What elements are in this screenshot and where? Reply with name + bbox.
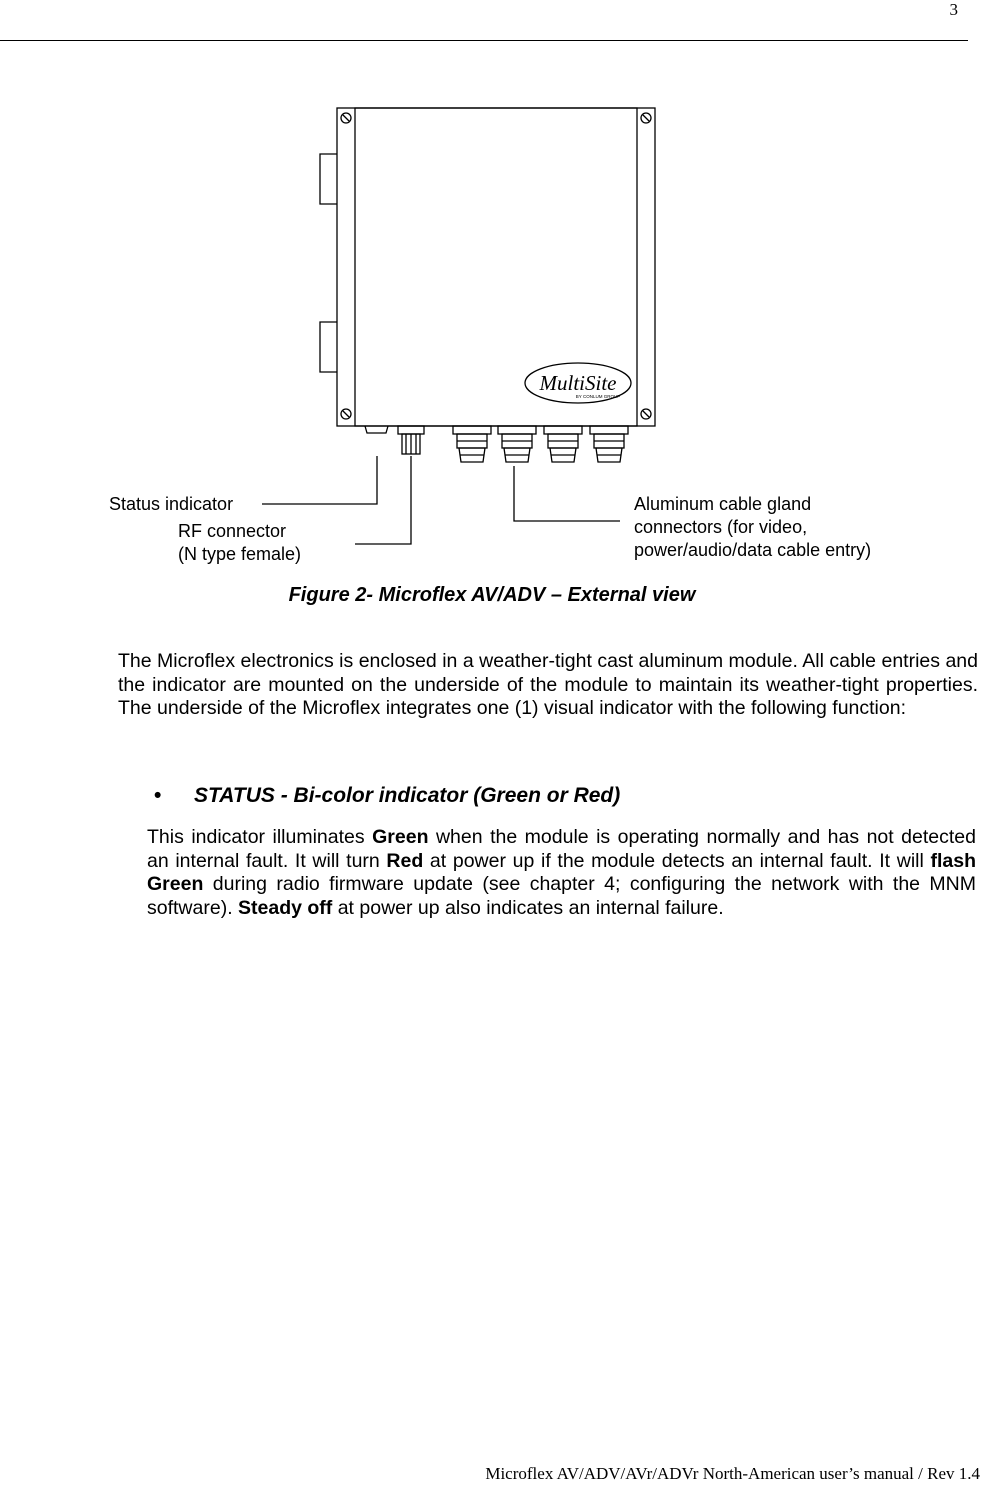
header-rule bbox=[0, 40, 968, 41]
figure-external-view bbox=[0, 100, 984, 580]
emphasis-flash-green: flash Green bbox=[147, 849, 976, 895]
footer-text: Microflex AV/ADV/AVr/ADVr North-American user’s manual / Rev 1.4 bbox=[485, 1464, 980, 1483]
cable-gland-icon bbox=[544, 426, 582, 462]
side-tab-upper bbox=[320, 154, 337, 204]
status-indicator-icon bbox=[365, 426, 388, 433]
figure-caption: Figure 2- Microflex AV/ADV – External view bbox=[288, 584, 696, 606]
cable-gland-icon bbox=[498, 426, 536, 462]
text-run: at power up if the module detects an internal fault. It will bbox=[423, 849, 931, 872]
cable-gland-icon bbox=[453, 426, 491, 462]
cable-gland-icon bbox=[590, 426, 628, 462]
status-leader-line bbox=[262, 456, 377, 504]
text-run: This indicator illuminates bbox=[147, 826, 373, 848]
screw-icon bbox=[341, 113, 351, 123]
body-paragraph: The Microflex electronics is enclosed in a weather-tight cast aluminum module. All cable entries and the indicator are mounted on the underside of the module to maintain its weather-tight properties. The underside of the Microflex integrates one (1) visual indicator with the following function: bbox=[118, 650, 978, 719]
text-run: at power up also indicates an internal failure. bbox=[332, 896, 724, 919]
rf-connector-label-line1: RF connector bbox=[178, 521, 287, 541]
emphasis-steady-off: Steady off bbox=[238, 896, 333, 919]
bullet-icon: • bbox=[154, 784, 162, 807]
gland-label-line1: Aluminum cable gland bbox=[634, 494, 812, 514]
emphasis-green: Green bbox=[372, 826, 429, 848]
text-run: when the module is operating normally and has not detected an internal fault. It will turn bbox=[147, 826, 976, 872]
screw-icon bbox=[641, 409, 651, 419]
gland-label-line2: connectors (for video, bbox=[634, 517, 808, 537]
screw-icon bbox=[341, 409, 351, 419]
gland-leader-line bbox=[514, 466, 620, 521]
gland-label-line3: power/audio/data cable entry) bbox=[634, 540, 872, 560]
logo-text: MultiSite bbox=[539, 371, 617, 395]
side-tab-lower bbox=[320, 322, 337, 372]
rf-connector-label-line2: (N type female) bbox=[178, 544, 302, 564]
screw-icon bbox=[641, 113, 651, 123]
page-number: 3 bbox=[949, 0, 958, 19]
bullet-heading: STATUS - Bi-color indicator (Green or Red) bbox=[194, 784, 621, 807]
rf-connector-icon bbox=[398, 426, 424, 454]
status-description bbox=[147, 826, 976, 920]
emphasis-red: Red bbox=[386, 849, 424, 872]
logo-subtext: BY CONLUM GROUP bbox=[575, 394, 621, 399]
rf-leader-line bbox=[355, 456, 411, 544]
text-run: during radio firmware update (see chapter 4; configuring the network with the MNM software). bbox=[147, 873, 976, 919]
status-indicator-label: Status indicator bbox=[109, 494, 234, 514]
